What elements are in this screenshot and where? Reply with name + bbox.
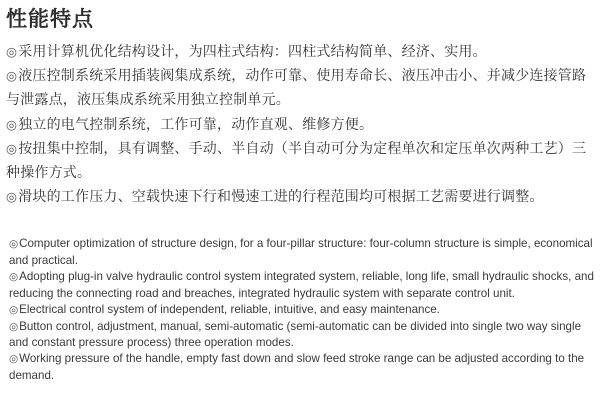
chinese-feature-list xyxy=(6,40,596,209)
bullet-icon: ◎ xyxy=(9,354,19,366)
feature-text-en: Electrical control system of independent, reliable, intuitive, and easy maintenance. xyxy=(19,302,440,316)
feature-text-cn: 独立的电气控制系统，工作可靠，动作直观、维修方便。 xyxy=(18,116,374,133)
english-feature-item xyxy=(9,302,597,319)
feature-text-cn: 滑块的工作压力、空载快速下行和慢速工进的行程范围均可根据工艺需要进行调整。 xyxy=(18,189,544,206)
chinese-feature-item xyxy=(6,137,596,185)
bullet-icon: ◎ xyxy=(6,140,18,156)
english-feature-list xyxy=(9,236,597,384)
bullet-icon: ◎ xyxy=(6,68,18,84)
feature-text-en: Working pressure of the handle, empty fast down and slow feed stroke range can be adjusted according to the demand. xyxy=(9,352,585,383)
chinese-feature-item xyxy=(6,64,596,112)
english-feature-item xyxy=(9,351,597,384)
chinese-feature-item xyxy=(6,40,596,64)
bullet-icon: ◎ xyxy=(9,304,19,316)
feature-text-cn: 按扭集中控制，具有调整、手动、半自动（半自动可分为定程单次和定压单次两种工艺）三种操作方式。 xyxy=(6,140,587,182)
bullet-icon: ◎ xyxy=(6,116,18,132)
bullet-icon: ◎ xyxy=(9,239,19,250)
feature-text-cn: 液压控制系统采用插装阀集成系统，动作可靠、使用寿命长、液压冲击小、并减少连接管路与泄露点，液压集成系统采用独立控制单元。 xyxy=(6,68,587,109)
chinese-feature-item xyxy=(6,185,596,209)
english-feature-item xyxy=(9,269,597,302)
page-title: 性能特点 xyxy=(6,7,94,31)
english-feature-item xyxy=(9,319,597,352)
chinese-feature-item xyxy=(6,113,596,137)
bullet-icon: ◎ xyxy=(9,321,19,333)
feature-text-cn: 采用计算机优化结构设计，为四柱式结构：四柱式结构简单、经济、实用。 xyxy=(18,44,487,60)
bullet-icon: ◎ xyxy=(6,44,18,59)
feature-text-en: Adopting plug-in valve hydraulic control system integrated system, reliable, long life, small hydraulic shocks, and reducing the connecting road and breaches, integrated hydraulic system with separate control unit. xyxy=(9,269,594,300)
feature-text-en: Button control, adjustment, manual, semi-automatic (semi-automatic can be divided into single two way single and constant pressure process) three operation modes. xyxy=(9,319,582,350)
bullet-icon: ◎ xyxy=(9,271,19,283)
bullet-icon: ◎ xyxy=(6,189,18,205)
english-feature-item xyxy=(9,236,597,269)
feature-text-en: Computer optimization of structure design, for a four-pillar structure: four-column structure is simple, economical and practical. xyxy=(9,237,593,267)
